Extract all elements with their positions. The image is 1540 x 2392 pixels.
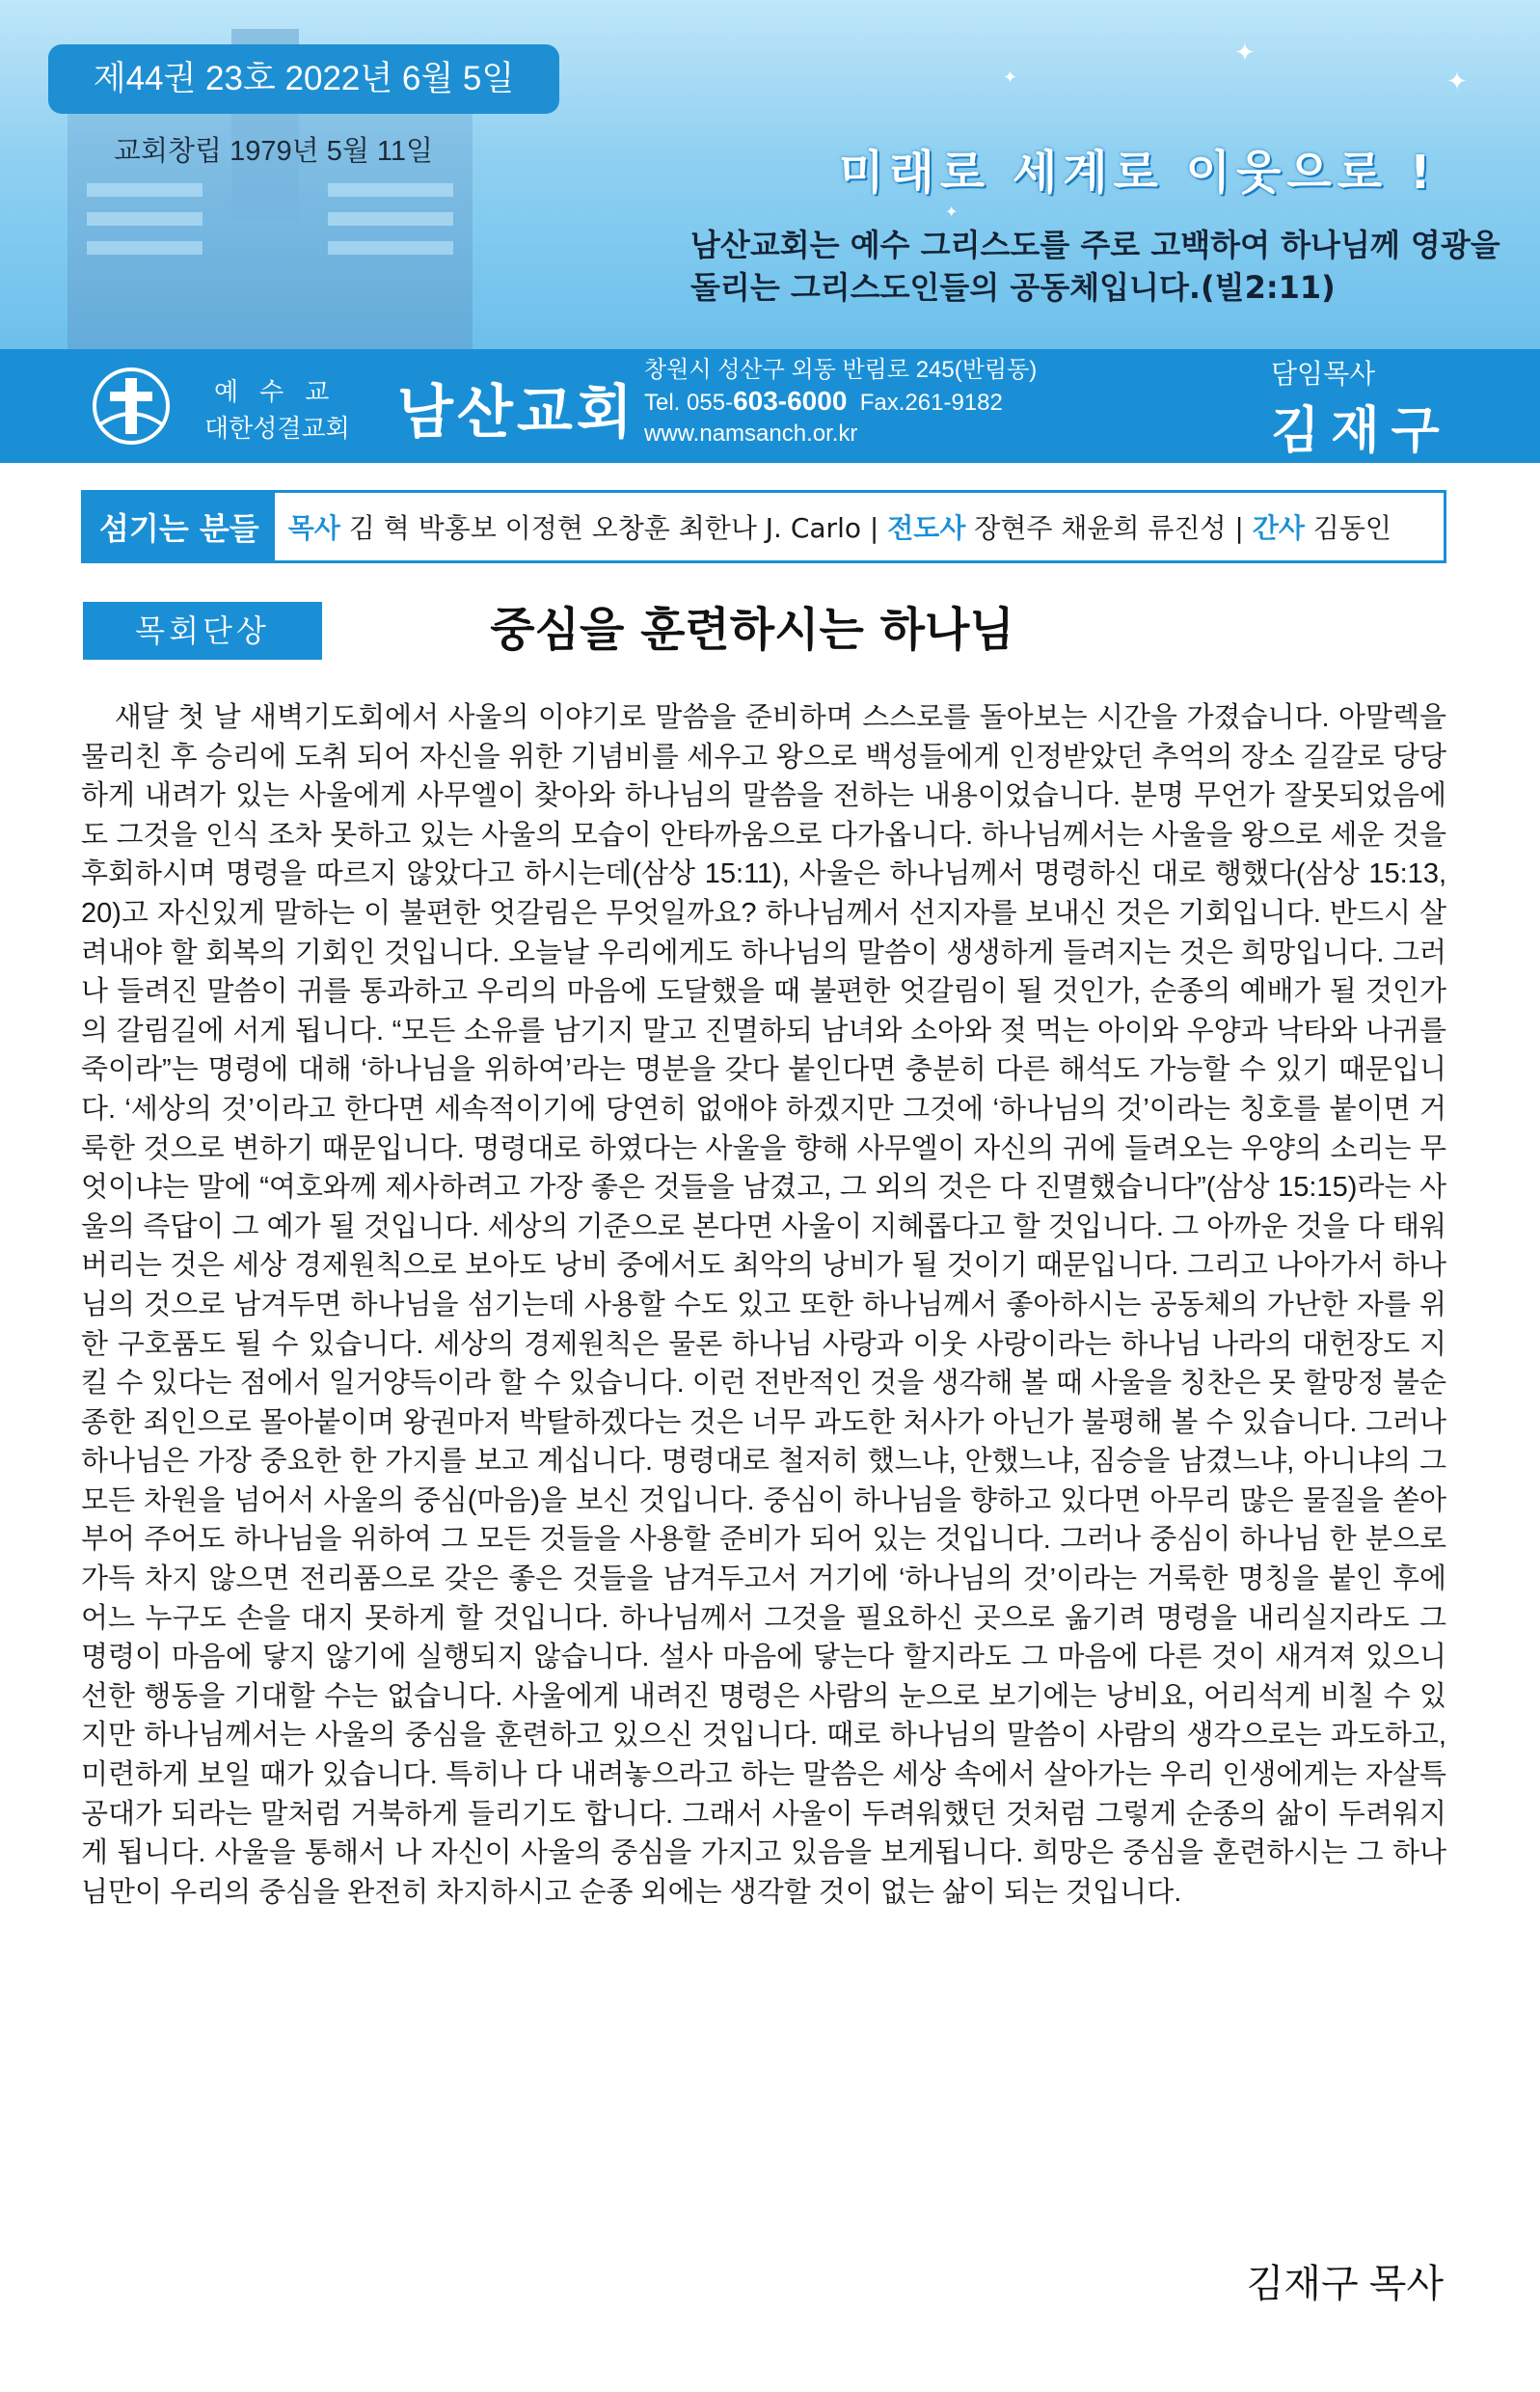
founding-date: 교회창립 1979년 5월 11일 <box>114 136 434 167</box>
sparkle-icon: ✦ <box>1234 39 1256 68</box>
fax-number: Fax.261-9182 <box>859 390 1003 416</box>
role-secretary: 간사 <box>1252 512 1305 544</box>
church-contact <box>644 355 1097 449</box>
servers-label: 섬기는 분들 <box>84 493 275 560</box>
pastor-label: 담임목사 <box>1271 358 1376 390</box>
church-logo-icon <box>87 365 176 448</box>
pastor-name: 김재구 <box>1271 401 1451 460</box>
bulletin-header <box>0 0 1540 349</box>
role-pastors: 목사 <box>287 512 340 544</box>
servers-list <box>275 507 1391 546</box>
issue-info: 제44권 23호 2022년 6월 5일 <box>48 44 559 114</box>
church-name: 남산교회 <box>397 379 636 447</box>
article-title: 중심을 훈련하시는 하나님 <box>490 603 1014 657</box>
denomination-name: 대한성결교회 <box>204 415 350 444</box>
pastors-names: 김 혁 박홍보 이정현 오창훈 최한나 J. Carlo | <box>348 512 879 544</box>
evangelists-names: 장현주 채윤희 류진성 | <box>974 512 1244 544</box>
article-signature: 김재구 목사 <box>1246 2263 1444 2305</box>
article-body <box>81 698 1446 1912</box>
phone-number: 603-6000 <box>733 386 848 416</box>
sparkle-icon: ✦ <box>945 203 959 221</box>
church-vision: 남산교회는 예수 그리스도를 주로 고백하여 하나님께 영광을 돌리는 그리스도인들의 공동체입니다.(빌2:11) <box>690 227 1500 306</box>
article-paragraph: 새달 첫 날 새벽기도회에서 사울의 이야기로 말씀을 준비하며 스스로를 돌아보는 시간을 가졌습니다. 아말렉을 물리친 후 승리에 도취 되어 자신을 위한 기념비를 세우고 왕으로 백성들에게 인정받았던 추억의 장소 길갈로 당당하게 내려가 있는 사울에게 사무엘이 찾아와 하나님의 말씀을 전하는 내용이었습니다. 분명 무언가 잘못되었음에도 그것을 인식 조차 못하고 있는 사울의 모습이 안타까움으로 다가옵니다. 하나님께서는 사울을 왕으로 세운 것을 후회하시며 명령을 따르지 않았다고 하시는데(삼상 15:11), 사울은 하나님께서 명령하신 대로 행했다(삼상 15:13, 20)고 자신있게 말하는 이 불편한 엇갈림은 무엇일까요? 하나님께서 선지자를 보내신 것은 기회입니다. 반드시 살려내야 할 회복의 기회인 것입니다. 오늘날 우리에게도 하나님의 말씀이 생생하게 들려지는 것은 희망입니다. 그러나 들려진 말씀이 귀를 통과하고 우리의 마음에 도달했을 때 불편한 엇갈림이 될 것인가, 순종의 예배가 될 것인가의 갈림길에 서게 됩니다. “모든 소유를 남기지 말고 진멸하되 남녀와 소아와 젖 먹는 아이와 우양과 낙타와 나귀를 죽이라”는 명령에 대해 ‘하나님을 위하여’라는 명분을 갖다 붙인다면 충분히 다른 해석도 가능할 수 있기 때문입니다. ‘세상의 것’이라고 한다면 세속적이기에 당연히 없애야 하겠지만 그것에 ‘하나님의 것’이라는 칭호를 붙이면 거룩한 것으로 변하기 때문입니다. 명령대로 하였다는 사울을 향해 사무엘이 자신의 귀에 들려오는 우양의 소리는 무엇이냐는 말에 “여호와께 제사하려고 가장 좋은 것들을 남겼고, 그 외의 것은 다 진멸했습니다”(삼상 15:15)라는 사울의 즉답이 그 예가 될 것입니다. 세상의 기준으로 본다면 사울이 지혜롭다고 할 것입니다. 그 아까운 것을 다 태워버리는 것은 세상 경제원칙으로 보아도 낭비 중에서도 최악의 낭비가 될 것이기 때문입니다. 그리고 나아가서 하나님의 것으로 남겨두면 하나님을 섬기는데 사용할 수도 있고 또한 하나님께서 좋아하시는 공동체의 가난한 자를 위한 구호품도 될 수 있습니다. 세상의 경제원칙은 물론 하나님 사랑과 이웃 사랑이라는 하나님 나라의 대헌장도 지킬 수 있다는 점에서 일거양득이라 할 수 있습니다. 이런 전반적인 것을 생각해 볼 때 사울을 칭찬은 못 할망정 불순종한 죄인으로 몰아붙이며 왕권마저 박탈하겠다는 것은 너무 과도한 처사가 아닌가 불평해 볼 수 있습니다. 그러나 하나님은 가장 중요한 한 가지를 보고 계십니다. 명령대로 철저히 했느냐, 안했느냐, 짐승을 남겼느냐, 아니냐의 그 모든 차원을 넘어서 사울의 중심(마음)을 보신 것입니다. 중심이 하나님을 향하고 있다면 아무리 많은 물질을 쏟아부어 주어도 하나님을 위하여 그 모든 것들을 사용할 준비가 되어 있는 것입니다. 그러나 중심이 하나님 한 분으로 가득 차지 않으면 전리품으로 갖은 좋은 것들을 남겨두고서 거기에 ‘하나님의 것’이라는 거룩한 명칭을 붙인 후에 어느 누구도 손을 대지 못하게 할 것입니다. 하나님께서 그것을 필요하신 곳으로 옮기려 명령을 내리실지라도 그 명령이 마음에 닿지 않기에 실행되지 않습니다. 설사 마음에 닿는다 할지라도 그 마음에 다른 것이 새겨져 있으니 선한 행동을 기대할 수는 없습니다. 사울에게 내려진 명령은 사람의 눈으로 보기에는 낭비요, 어리석게 비칠 수 있지만 하나님께서는 사울의 중심을 훈련하고 있으신 것입니다. 때로 하나님의 말씀이 사람의 생각으로는 과도하고, 미련하게 보일 때가 있습니다. 특히나 다 내려놓으라고 하는 말씀은 세상 속에서 살아가는 우리 인생에게는 자살특공대가 되라는 말처럼 거북하게 들리기도 합니다. 그래서 사울이 두려워했던 것처럼 그렇게 순종의 삶이 두려워지게 됩니다. 사울을 통해서 나 자신이 사울의 중심을 가지고 있음을 보게됩니다. 희망은 중심을 훈련하시는 그 하나님만이 우리의 중심을 완전히 차지하시고 순종 외에는 생각할 것이 없는 삶이 되는 것입니다. <box>81 702 1446 1908</box>
role-evangelists: 전도사 <box>887 512 966 544</box>
column-section-tag: 목회단상 <box>83 602 322 660</box>
sparkle-icon: ✦ <box>1446 68 1468 96</box>
church-address: 창원시 성산구 외동 반림로 245(반림동) <box>644 357 1038 383</box>
denomination-top: 예수교 <box>214 378 351 407</box>
phone-prefix: Tel. 055- <box>644 390 734 416</box>
church-phone <box>644 386 1097 419</box>
church-motto: 미래로 세계로 이웃으로 ! <box>839 146 1437 200</box>
servers-bar <box>81 490 1446 563</box>
church-website[interactable]: www.namsanch.or.kr <box>644 421 858 447</box>
sparkle-icon: ✦ <box>1003 68 1018 88</box>
secretary-name: 김동인 <box>1312 512 1391 544</box>
